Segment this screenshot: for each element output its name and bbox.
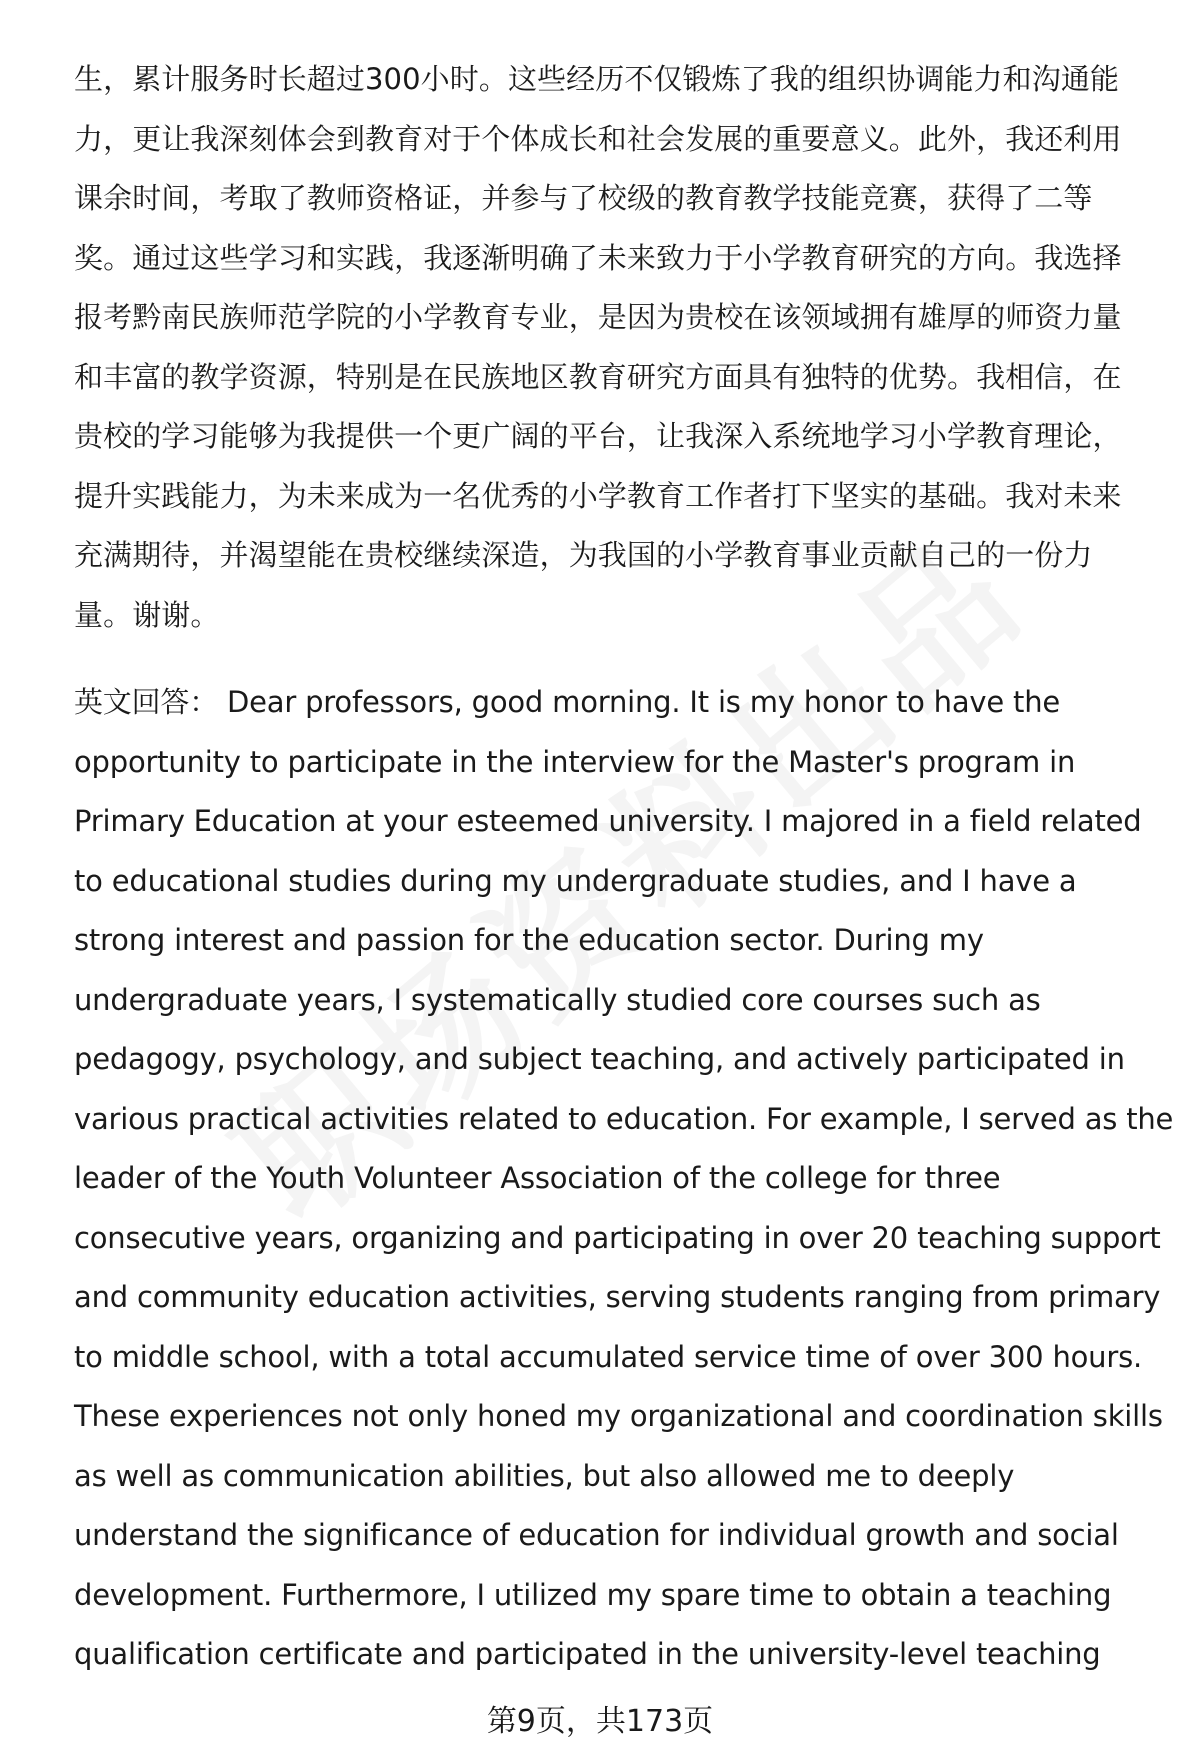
text-line: 和丰富的教学资源，特别是在民族地区教育研究方面具有独特的优势。我相信，在 — [74, 359, 1122, 394]
text-line: 量。谢谢。 — [74, 597, 220, 632]
text-line: various practical activities related to education. For example, I served as the — [74, 1101, 1174, 1136]
text-line: opportunity to participate in the interview for the Master's program in — [74, 744, 1076, 779]
paragraph-gap — [74, 645, 1164, 673]
text-line: 贵校的学习能够为我提供一个更广阔的平台，让我深入系统地学习小学教育理论， — [74, 419, 1122, 453]
text-line: strong interest and passion for the education sector. During my — [74, 923, 984, 957]
text-line: consecutive years, organizing and participating in over 20 teaching support — [74, 1220, 1161, 1255]
english-paragraph — [74, 673, 1174, 1685]
text-line: 生，累计服务时长超过300小时。这些经历不仅锻炼了我的组织协调能力和沟通能 — [74, 62, 1120, 96]
text-line: development. Furthermore, I utilized my spare time to obtain a teaching — [74, 1577, 1112, 1612]
text-line: 报考黔南民族师范学院的小学教育专业，是因为贵校在该领域拥有雄厚的师资力量 — [74, 300, 1122, 334]
text-line: to middle school, with a total accumulated service time of over 300 hours. — [74, 1339, 1142, 1374]
text-line: understand the significance of education for individual growth and social — [74, 1518, 1119, 1552]
text-line: 提升实践能力，为未来成为一名优秀的小学教育工作者打下坚实的基础。我对未来 — [74, 478, 1122, 513]
text-line: 奖。通过这些学习和实践，我逐渐明确了未来致力于小学教育研究的方向。我选择 — [74, 240, 1122, 275]
text-line: leader of the Youth Volunteer Association of the college for three — [74, 1161, 1001, 1195]
text-line: These experiences not only honed my organizational and coordination skills — [74, 1399, 1163, 1433]
text-line: Primary Education at your esteemed university. I majored in a field related — [74, 804, 1142, 838]
text-line: 课余时间，考取了教师资格证，并参与了校级的教育教学技能竞赛，获得了二等 — [74, 181, 1093, 215]
text-line: to educational studies during my undergraduate studies, and I have a — [74, 863, 1077, 898]
text-line: qualification certificate and participated in the university-level teaching — [74, 1637, 1101, 1671]
text-line: 英文回答： Dear professors, good morning. It is my honor to have the — [74, 685, 1061, 719]
text-line: as well as communication abilities, but also allowed me to deeply — [74, 1458, 1015, 1493]
text-line: and community education activities, serving students ranging from primary — [74, 1280, 1161, 1314]
document-body — [74, 50, 1174, 1685]
page-number-footer: 第9页，共173页 — [486, 1704, 714, 1739]
chinese-paragraph — [74, 50, 1164, 645]
text-line: undergraduate years, I systematically studied core courses such as — [74, 982, 1041, 1017]
text-line: 力，更让我深刻体会到教育对于个体成长和社会发展的重要意义。此外，我还利用 — [74, 121, 1122, 156]
text-line: pedagogy, psychology, and subject teaching, and actively participated in — [74, 1042, 1125, 1076]
text-line: 充满期待，并渴望能在贵校继续深造，为我国的小学教育事业贡献自己的一份力 — [74, 538, 1093, 572]
